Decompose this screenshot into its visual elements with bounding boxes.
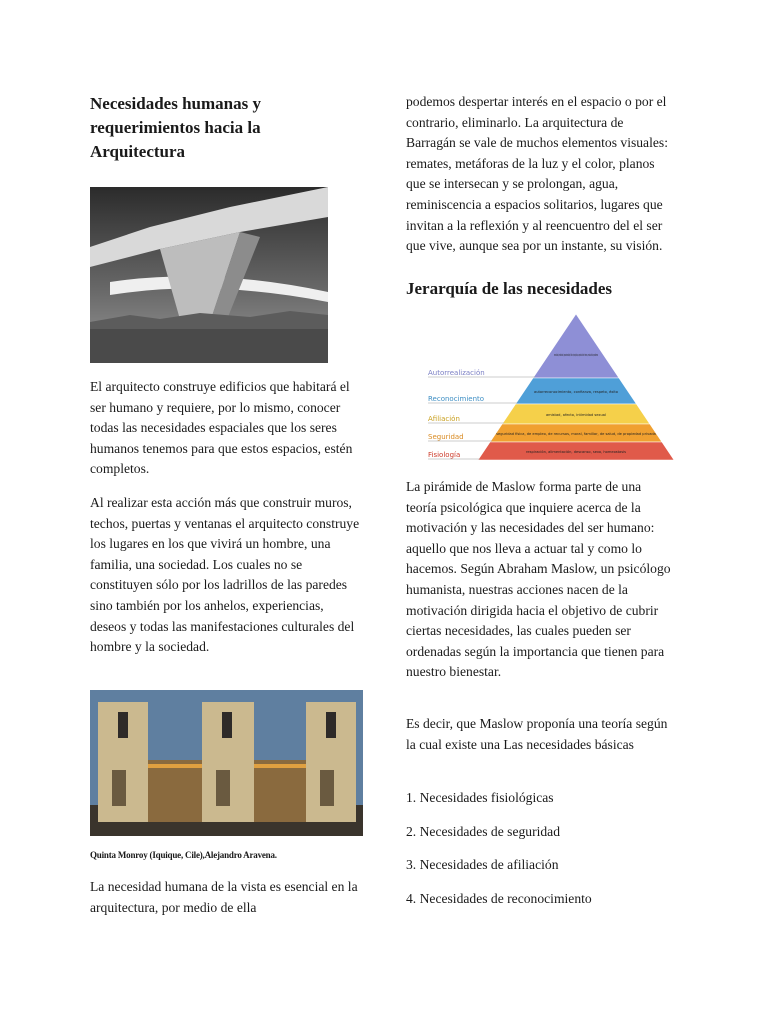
pyramid-level-text-2: autorreconocimiento, confianza, respeto, éxito xyxy=(534,390,618,394)
maslow-pyramid-diagram xyxy=(406,312,674,464)
architecture-photo-curved-building xyxy=(90,187,328,363)
pyramid-level-text-3: amistad, afecto, intimidad sexual xyxy=(545,413,607,417)
paragraph-4: podemos despertar interés en el espacio o por el contrario, eliminarlo. La arquitectura de Barragán se vale de muchos elementos visuales: remates, metáforas de la luz y el color, planos que se intersecan y se prolongan, agua, reminiscencia a espacios solitarios, lugares que invitan a la reflexión y al reencuentro del el ser que vive, aunque sea por un instante, su visión. xyxy=(406,94,668,254)
section-heading: Jerarquía de las necesidades xyxy=(406,279,613,298)
pyramid-level-text-4: seguridad física, de empleo, de recursos, moral, familiar, de salud, de propiedad privada xyxy=(496,432,656,436)
pyramid-level-text-1: moralidad, creatividad, espontaneidad, falta de prejuicios, aceptación de hechos, resolución de problemas xyxy=(554,353,599,357)
paragraph-1: El arquitecto construye edificios que habitará el ser humano y requiere, por lo mismo, conocer todas las necesidades espaciales que los seres humanos tenemos para que estos espacios, estén completos. xyxy=(90,379,353,477)
photo-caption: Quinta Monroy (Iquique, Cile),Alejandro Aravena. xyxy=(90,850,277,860)
paragraph-5: La pirámide de Maslow forma parte de una teoría psicológica que inquiere acerca de la motivación y las necesidades del ser humano: aquello que nos lleva a actuar tal y como lo hacemos. Según Abraham Maslow, un psicólogo humanista, nuestras acciones nacen de la motivación dirigida hacia el objetivo de cubrir ciertas necesidades, las cuales pueden ser ordenadas según la importancia que tienen para nuestro bienestar. xyxy=(406,479,671,680)
pyramid-label-3: Afiliación xyxy=(428,415,460,423)
pyramid-label-4: Seguridad xyxy=(428,433,464,441)
pyramid-level-1 xyxy=(533,314,619,378)
architecture-photo-quinta-monroy xyxy=(90,690,363,836)
paragraph-3: La necesidad humana de la vista es esencial en la arquitectura, por medio de ella xyxy=(90,879,358,915)
pyramid-label-2: Reconocimiento xyxy=(428,395,485,403)
article-title: Necesidades humanas y requerimientos hacia la Arquitectura xyxy=(90,94,261,161)
list-item-4: 4. Necesidades de reconocimiento xyxy=(406,891,592,906)
pyramid-level-text-5: respiración, alimentación, descanso, sexo, homeostasis xyxy=(525,450,627,454)
paragraph-6: Es decir, que Maslow proponía una teoría según la cual existe una Las necesidades básicas xyxy=(406,716,668,752)
list-item-1: 1. Necesidades fisiológicas xyxy=(406,790,554,805)
list-item-2: 2. Necesidades de seguridad xyxy=(406,824,561,839)
pyramid-label-1: Autorrealización xyxy=(428,369,485,377)
list-item-3: 3. Necesidades de afiliación xyxy=(406,857,559,872)
pyramid-label-5: Fisiología xyxy=(428,451,461,459)
paragraph-2: Al realizar esta acción más que construir muros, techos, puertas y ventanas el arquitecto construye los lugares en los que vivirá un hombre, una familia, una sociedad. Los cuales no se constituyen sólo por los ladrillos de las paredes sino también por los anhelos, experiencias, deseos y todas las manifestaciones culturales del hombre y la sociedad. xyxy=(90,495,360,655)
